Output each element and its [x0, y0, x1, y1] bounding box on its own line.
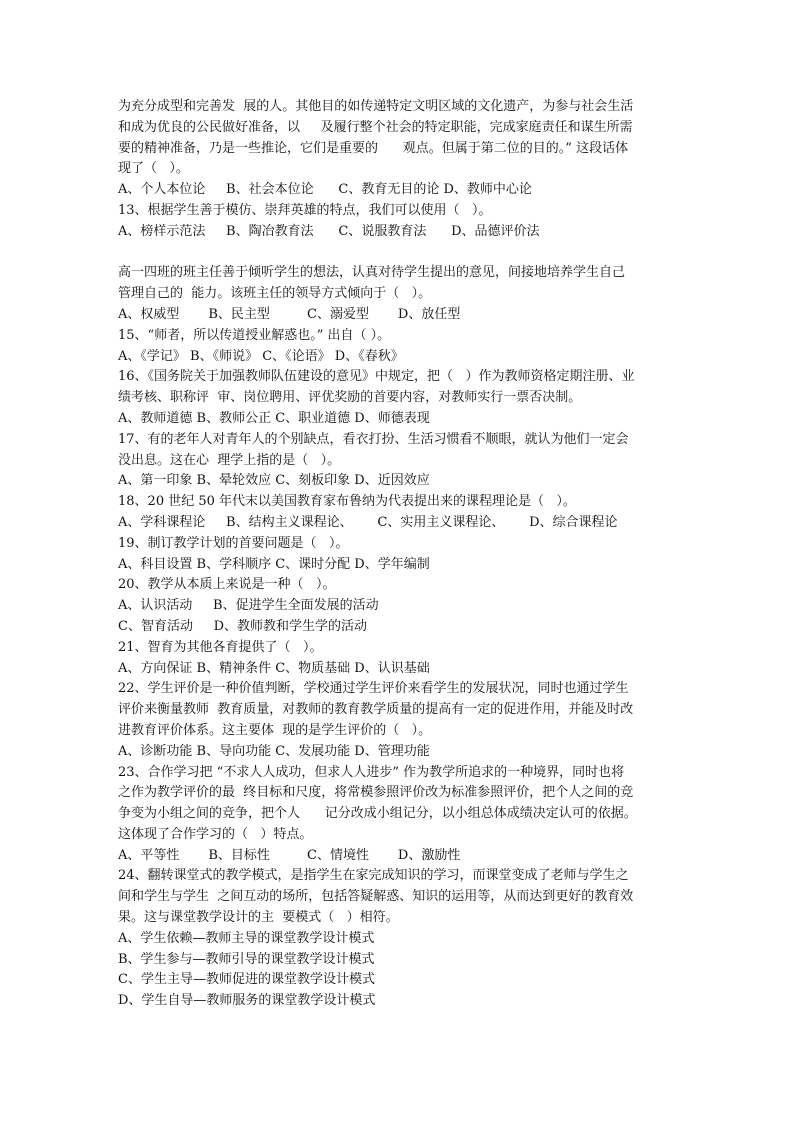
- text-line: 为充分成型和完善发 展的人。其他目的如传递特定文明区域的文化遗产，为参与社会生活: [118, 99, 634, 114]
- answer-options: A、个人本位论 B、社会本位论 C、教育无目的论 D、教师中心论: [118, 182, 532, 198]
- question-17: 17、有的老年人对青年人的个别缺点，看衣打扮、生活习惯看不顺眼，就认为他们一定会: [118, 431, 629, 447]
- question-24: 24、翻转课堂式的教学模式，是指学生在家完成知识的学习，而课堂变成了老师与学生之: [118, 868, 629, 884]
- answer-option: A、学生依赖—教师主导的课堂教学设计模式: [118, 930, 375, 946]
- answer-options: A、教师道德 B、教师公正 C、职业道德 D、师德表现: [118, 410, 430, 426]
- answer-options: A、第一印象 B、晕轮效应 C、刻板印象 D、近因效应: [118, 473, 430, 489]
- question-18: 18、20 世纪 50 年代末以美国教育家布鲁纳为代表提出来的课程理论是（ ）。: [118, 494, 576, 510]
- answer-options: A、《学记》 B、《师说》 C、《论语》 D、《春秋》: [118, 348, 404, 364]
- text-line: 进教育评价体系。这主要体 现的是学生评价的（ ）。: [118, 722, 432, 738]
- text-line: 现了（ ）。: [118, 161, 189, 177]
- text-line: 这体现了合作学习的（ ）特点。: [118, 826, 313, 842]
- answer-options: A、权威型 B、民主型 C、溺爱型 D、放任型: [118, 306, 461, 322]
- text-line: 之作为教学评价的最 终目标和尺度，将常模参照评价改为标准参照评价，把个人之间的竞: [118, 785, 634, 801]
- question-20: 20、教学从本质上来说是一种（ ）。: [118, 577, 336, 593]
- question-19: 19、制订教学计划的首要问题是（ ）。: [118, 535, 349, 551]
- answer-options: A、方向保证 B、精神条件 C、物质基础 D、认识基础: [118, 660, 430, 676]
- text-line: 和成为优良的公民做好准备，以 及履行整个社会的特定职能，完成家庭责任和谋生所需: [118, 119, 633, 135]
- question-14: 高一四班的班主任善于倾听学生的想法，认真对待学生提出的意见，间接地培养学生自己: [118, 265, 626, 281]
- question-21: 21、智育为其他各育提供了（ ）。: [118, 639, 323, 655]
- text-line: 绩考核、职称评 审、岗位聘用、评优奖励的首要内容，对教师实行一票否决制。: [118, 390, 582, 406]
- answer-option: D、学生自导—教师服务的课堂教学设计模式: [118, 993, 376, 1009]
- answer-options: A、平等性 B、目标性 C、情境性 D、激励性: [118, 847, 461, 863]
- question-15: 15、“师者，所以传道授业解惑也。” 出自（ ）。: [118, 327, 391, 343]
- question-13: 13、根据学生善于模仿、崇拜英雄的特点，我们可以使用（ ）。: [118, 202, 492, 218]
- question-22: 22、学生评价是一种价值判断，学校通过学生评价来看学生的发展状况，同时也通过学生: [118, 681, 629, 697]
- document-page: [118, 97, 678, 1012]
- answer-options: A、科目设置 B、学科顺序 C、课时分配 D、学年编制: [118, 556, 430, 572]
- answer-options: A、诊断功能 B、导向功能 C、发展功能 D、管理功能: [118, 743, 430, 759]
- text-line: 没出息。这在心 理学上指的是（ ）。: [118, 452, 341, 468]
- text-line: 果。这与课堂教学设计的主 要模式（ ）相符。: [118, 910, 399, 926]
- answer-options: A、认识活动 B、促进学生全面发展的活动: [118, 598, 379, 614]
- question-23: 23、合作学习把 “不求人人成功，但求人人进步” 作为教学所追求的一种境界，同时也将: [118, 764, 625, 780]
- answer-option: B、学生参与—教师引导的课堂教学设计模式: [118, 951, 375, 967]
- text-line: 间和学生与学生 之间互动的场所，包括答疑解惑、知识的运用等，从而达到更好的教育效: [118, 889, 634, 905]
- answer-options: A、学科课程论 B、结构主义课程论、 C、实用主义课程论、 D、综合课程论: [118, 514, 618, 530]
- text-line: 要的精神准备，乃是一些推论，它们是重要的 观点。但属于第二位的目的。” 这段话体: [118, 140, 629, 156]
- answer-options: C、智育活动 D、教师教和学生学的活动: [118, 618, 368, 634]
- question-16: 16、《国务院关于加强教师队伍建设的意见》中规定，把（ ）作为教师资格定期注册、业: [118, 369, 635, 385]
- answer-option: C、学生主导—教师促进的课堂教学设计模式: [118, 972, 375, 988]
- text-line: 管理自己的 能力。该班主任的领导方式倾向于（ ）。: [118, 286, 432, 302]
- text-line: 评价来衡量教师 教育质量，对教师的教育教学质量的提高有一定的促进作用，并能及时改: [118, 702, 634, 718]
- blank-line: [118, 243, 678, 264]
- text-line: 争变为小组之间的竞争，把个人 记分改成小组记分，以小组总体成绩决定认可的依据。: [118, 806, 637, 822]
- answer-options: A、榜样示范法 B、陶冶教育法 C、说服教育法 D、品德评价法: [118, 223, 540, 239]
